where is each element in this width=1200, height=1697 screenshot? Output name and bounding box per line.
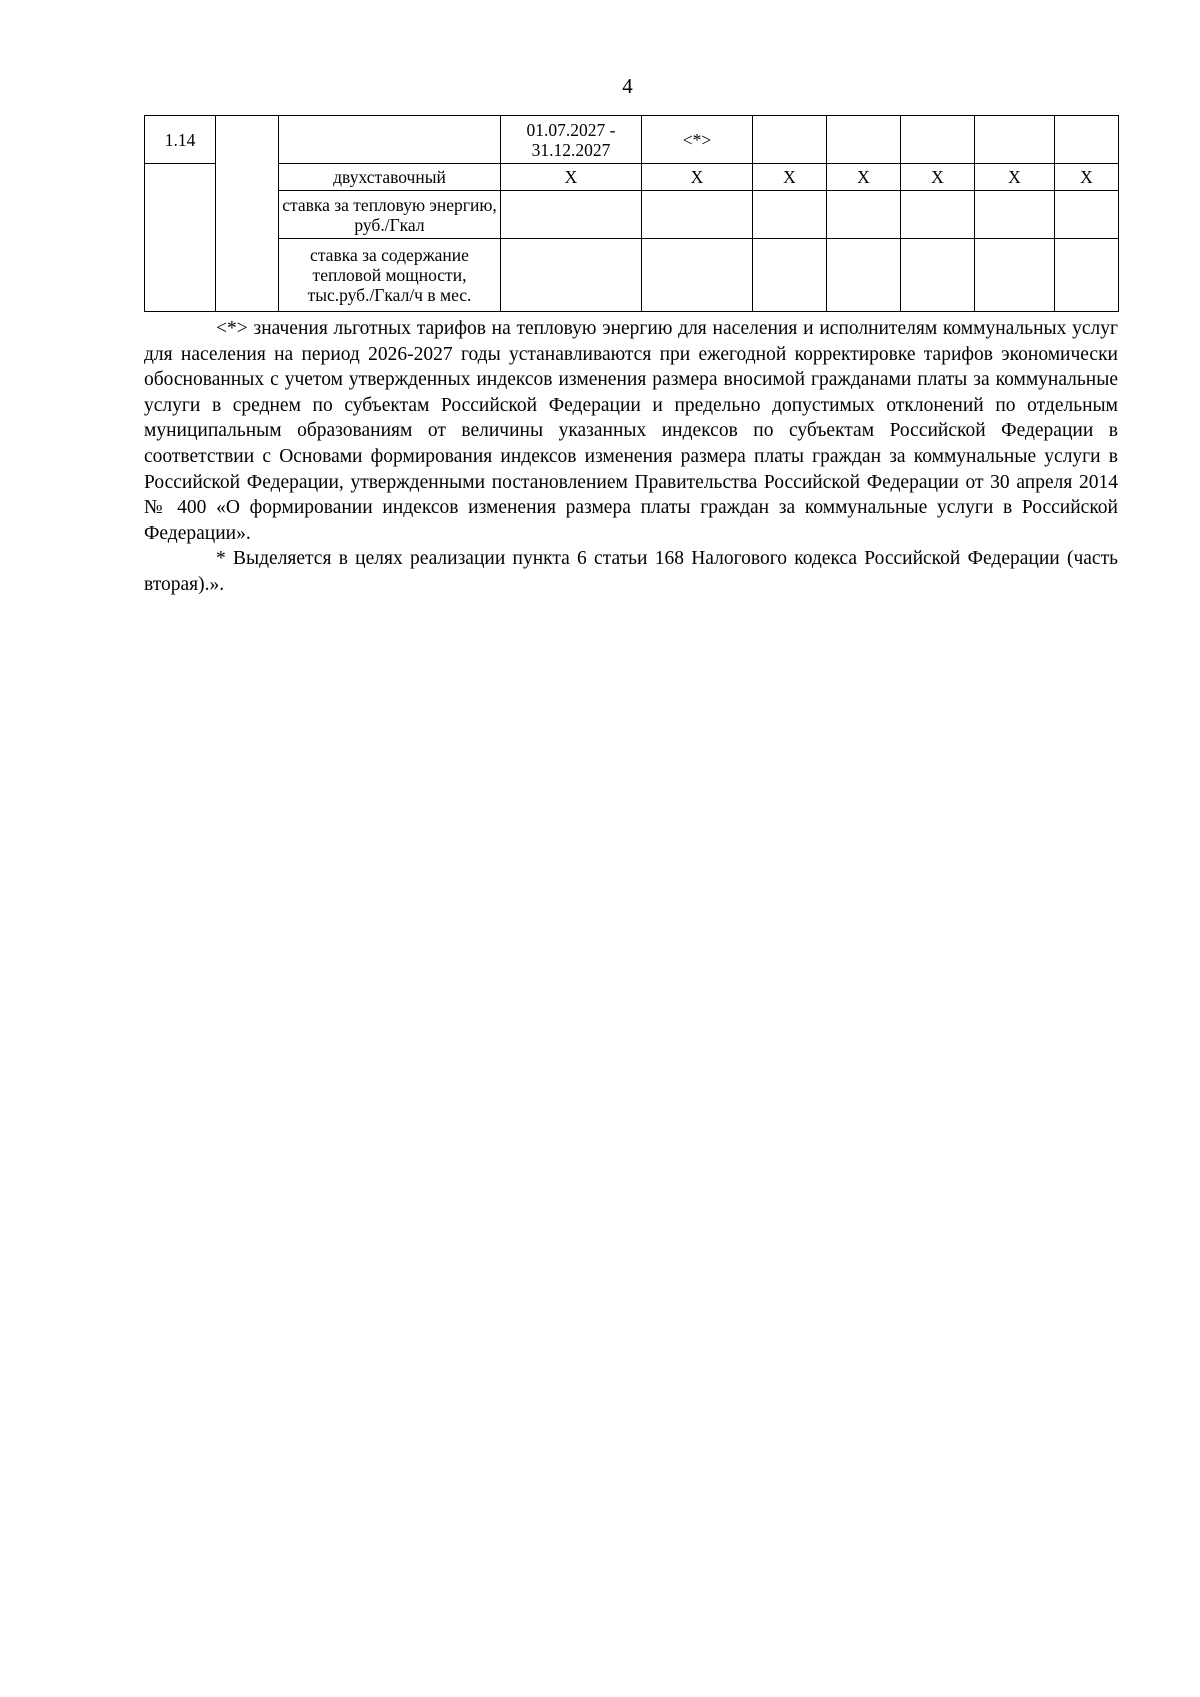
energy-rate-label-cell: ставка за тепловую энергию, руб./Гкал [279, 191, 501, 239]
mark-cell: X [1055, 164, 1119, 191]
empty-cell [975, 191, 1055, 239]
empty-cell [1055, 116, 1119, 164]
table-row [145, 191, 1119, 239]
footnote-tax: * Выделяется в целях реализации пункта 6 статьи 168 Налогового кодекса Российской Федерации (часть вторая).». [144, 548, 1118, 595]
empty-cell [975, 116, 1055, 164]
table-row [145, 164, 1119, 191]
empty-cell [501, 239, 642, 312]
capacity-rate-label-cell: ставка за содержание тепловой мощности, тыс.руб./Гкал/ч в мес. [279, 239, 501, 312]
mark-cell: X [501, 164, 642, 191]
mark-cell: X [753, 164, 827, 191]
empty-cell [753, 191, 827, 239]
empty-cell [642, 239, 753, 312]
page-number: 4 [622, 74, 633, 98]
footnote-tariff: <*> значения льготных тарифов на тепловую энергию для населения и исполнителям коммунальных услуг для населения на период 2026-2027 годы устанавливаются при ежегодной корректировке тарифов экономически обоснованных с учетом утвержденных индексов изменения размера вносимой гражданами платы за коммунальные услуги в среднем по субъектам Российской Федерации и предельно допустимых отклонений по отдельным муниципальным образованиям от величины указанных индексов по субъектам Российской Федерации в соответствии с Основами формирования индексов изменения размера платы граждан за коммунальные услуги в Российской Федерации, утвержденными постановлением Правительства Российской Федерации от 30 апреля 2014 № 400 «О формировании индексов изменения размера платы граждан за коммунальные услуги в Российской Федерации». [144, 318, 1118, 544]
period-cell: 01.07.2027 - 31.12.2027 [501, 116, 642, 164]
empty-cell [827, 239, 901, 312]
table-row [145, 116, 1119, 164]
empty-cell [827, 116, 901, 164]
empty-cell [279, 116, 501, 164]
empty-cell [1055, 239, 1119, 312]
two-part-label-cell: двухставочный [279, 164, 501, 191]
empty-cell [827, 191, 901, 239]
empty-cell [1055, 191, 1119, 239]
empty-cell [753, 116, 827, 164]
period-value-cell: <*> [642, 116, 753, 164]
empty-cell [901, 239, 975, 312]
empty-cell [975, 239, 1055, 312]
table-row [145, 239, 1119, 312]
tariff-table [144, 115, 1119, 312]
empty-cell [753, 239, 827, 312]
mark-cell: X [827, 164, 901, 191]
empty-cell [145, 164, 216, 312]
empty-cell [901, 191, 975, 239]
empty-cell [642, 191, 753, 239]
mark-cell: X [901, 164, 975, 191]
mark-cell: X [642, 164, 753, 191]
footnotes [144, 316, 1118, 598]
empty-cell [901, 116, 975, 164]
row-number-cell: 1.14 [145, 116, 216, 164]
mark-cell: X [975, 164, 1055, 191]
empty-cell [501, 191, 642, 239]
empty-cell [216, 116, 279, 312]
